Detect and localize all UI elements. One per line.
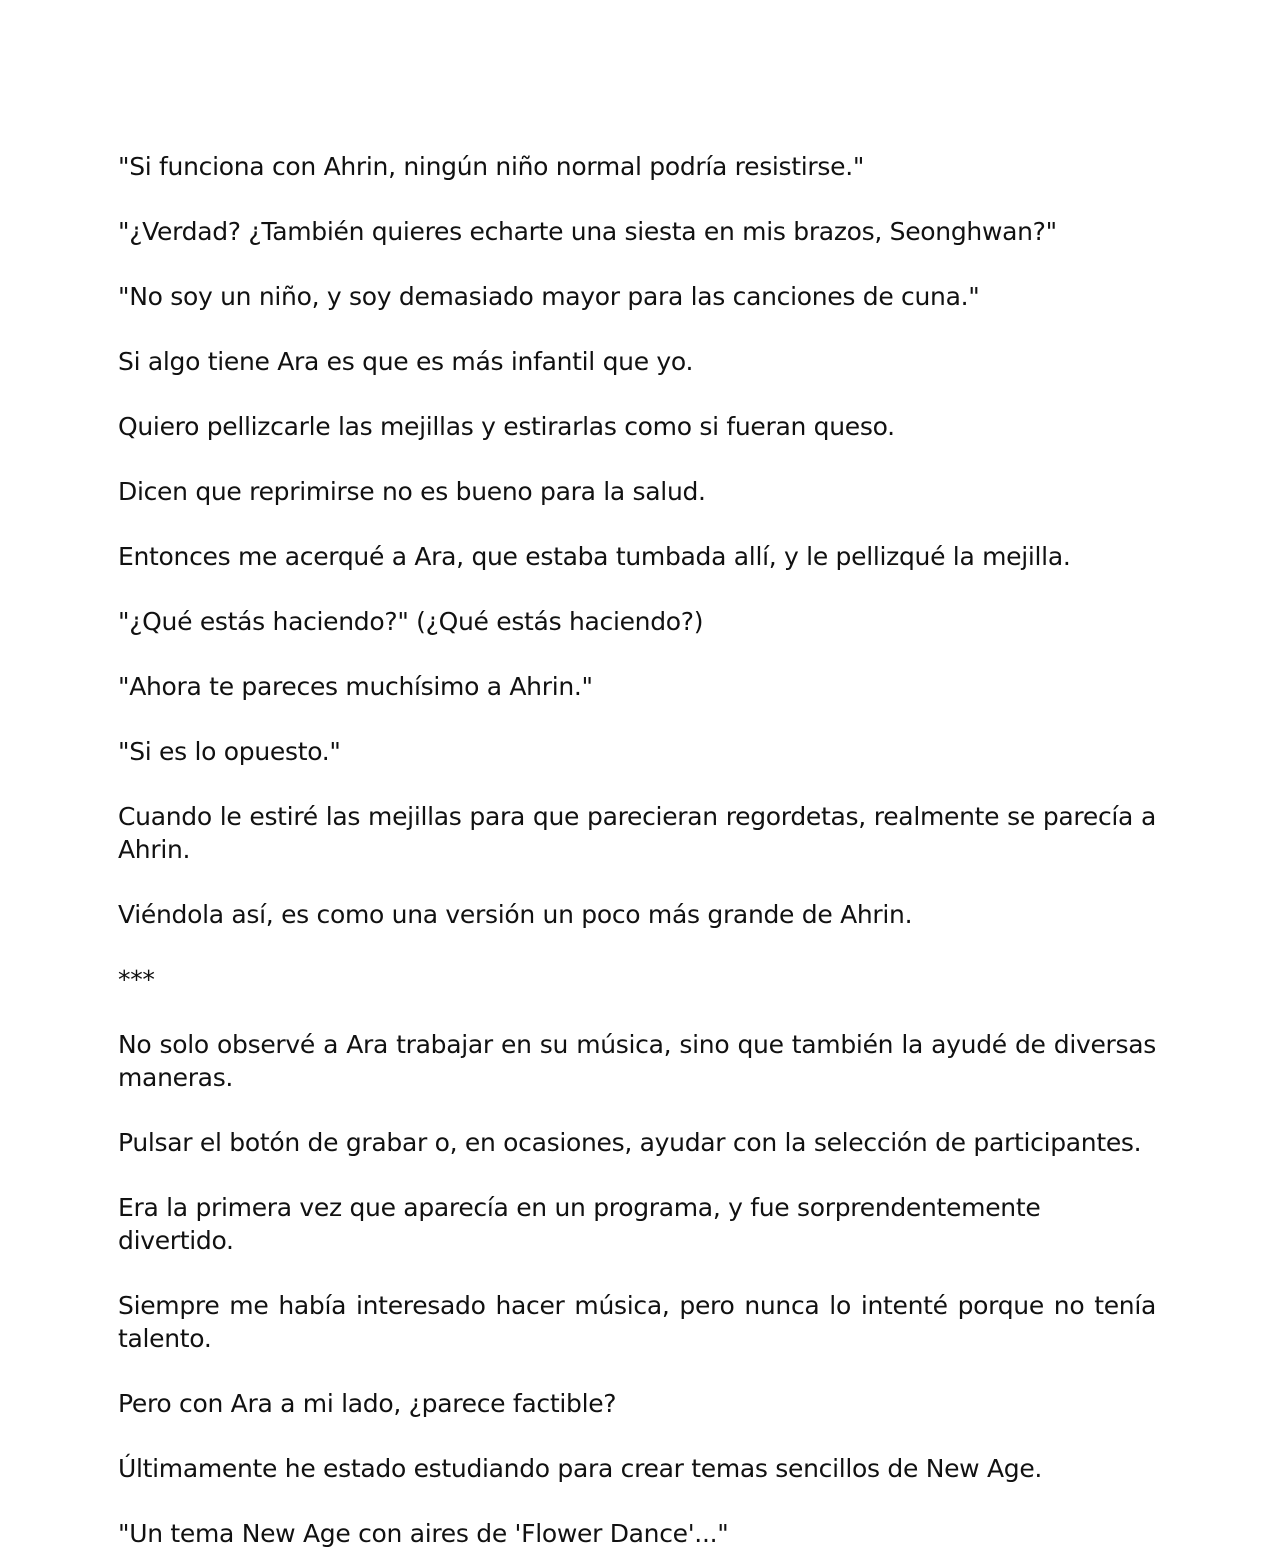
- paragraph-8: "¿Qué estás haciendo?" (¿Qué estás haciendo?): [118, 607, 704, 636]
- paragraph-4: Si algo tiene Ara es que es más infantil que yo.: [118, 347, 694, 376]
- paragraph-12: Viéndola así, es como una versión un poco más grande de Ahrin.: [118, 900, 913, 929]
- paragraph-10: "Si es lo opuesto.": [118, 737, 341, 766]
- paragraph-17: Pero con Ara a mi lado, ¿parece factible?: [118, 1389, 617, 1418]
- paragraph-7: Entonces me acerqué a Ara, que estaba tumbada allí, y le pellizqué la mejilla.: [118, 542, 1071, 571]
- paragraph-1: "Si funciona con Ahrin, ningún niño normal podría resistirse.": [118, 152, 865, 181]
- paragraph-9: "Ahora te pareces muchísimo a Ahrin.": [118, 672, 593, 701]
- paragraph-6: Dicen que reprimirse no es bueno para la salud.: [118, 477, 706, 506]
- paragraph-5: Quiero pellizcarle las mejillas y estirarlas como si fueran queso.: [118, 412, 895, 441]
- document-body: [118, 150, 1156, 1550]
- paragraph-15: Era la primera vez que aparecía en un programa, y fue sorprendentemente divertido.: [118, 1193, 1041, 1255]
- paragraph-13: No solo observé a Ara trabajar en su música, sino que también la ayudé de diversas maneras.: [118, 1030, 1156, 1092]
- paragraph-16: Siempre me había interesado hacer música, pero nunca lo intenté porque no tenía talento.: [118, 1291, 1156, 1353]
- paragraph-3: "No soy un niño, y soy demasiado mayor para las canciones de cuna.": [118, 282, 980, 311]
- scene-break: ***: [118, 965, 155, 994]
- paragraph-19: "Un tema New Age con aires de 'Flower Dance'...": [118, 1519, 729, 1548]
- paragraph-14: Pulsar el botón de grabar o, en ocasiones, ayudar con la selección de participantes.: [118, 1128, 1142, 1157]
- paragraph-2: "¿Verdad? ¿También quieres echarte una siesta en mis brazos, Seonghwan?": [118, 217, 1057, 246]
- paragraph-18: Últimamente he estado estudiando para crear temas sencillos de New Age.: [118, 1454, 1043, 1483]
- paragraph-11: Cuando le estiré las mejillas para que parecieran regordetas, realmente se parecía a Ahrin.: [118, 802, 1156, 864]
